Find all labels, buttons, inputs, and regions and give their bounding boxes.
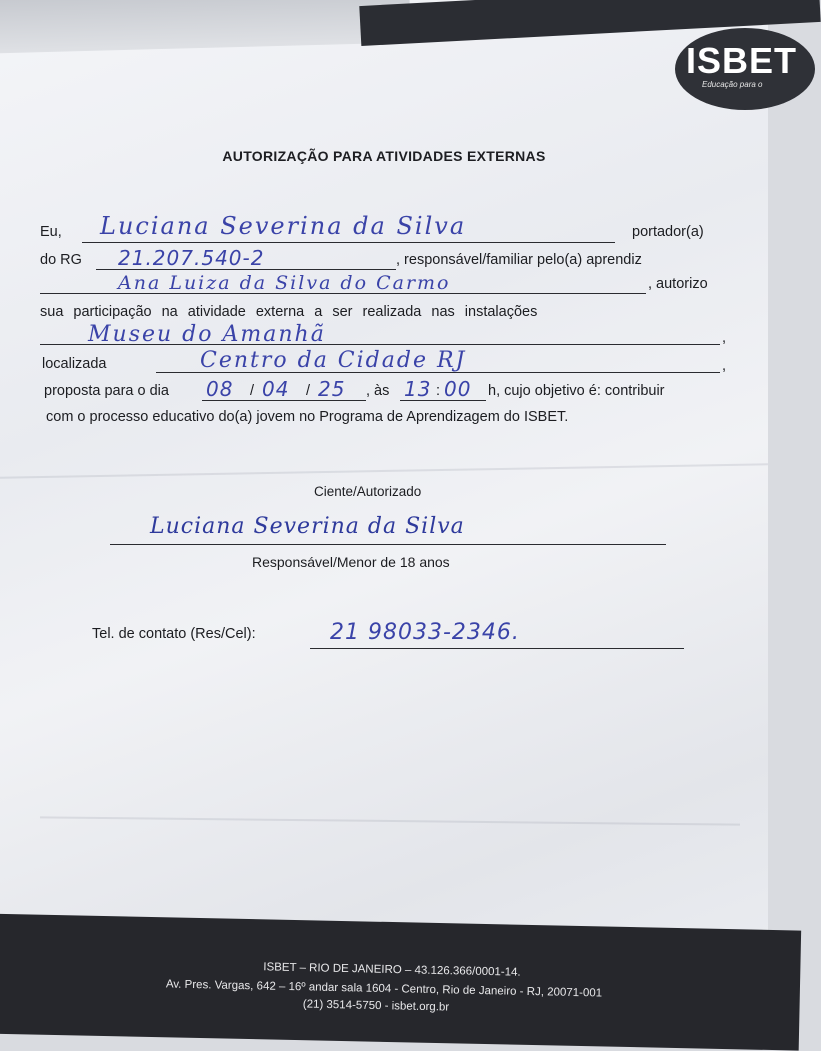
top-shadow	[0, 0, 411, 53]
name-line	[82, 242, 615, 243]
eu-label: Eu,	[40, 224, 62, 240]
footer-company: ISBET – RIO DE JANEIRO – 43.126.366/0001-14.	[263, 961, 521, 979]
logo-name: ISBET	[686, 40, 798, 81]
portador-label: portador(a)	[632, 224, 704, 240]
handwritten-year: 25	[318, 377, 346, 401]
handwritten-rg: 21.207.540-2	[118, 246, 265, 270]
tel-label: Tel. de contato (Res/Cel):	[92, 626, 256, 642]
responsavel-menor-label: Responsável/Menor de 18 anos	[252, 554, 450, 570]
as-label: , às	[366, 383, 390, 399]
objetivo-label: h, cujo objetivo é: contribuir	[488, 383, 665, 399]
comma: ,	[722, 358, 727, 374]
handwritten-day: 08	[206, 377, 234, 401]
handwritten-hour: 13	[404, 377, 432, 401]
handwritten-instalacoes: Museu do Amanhã	[88, 322, 326, 347]
page-title: AUTORIZAÇÃO PARA ATIVIDADES EXTERNAS	[222, 148, 546, 164]
participacao-text: sua participação na atividade externa a ser realizada nas instalações	[40, 304, 538, 320]
localizada-label: localizada	[42, 356, 107, 372]
paper-crease	[40, 816, 740, 825]
paper-crease	[0, 463, 768, 478]
ciente-label: Ciente/Autorizado	[314, 484, 422, 499]
signature: Luciana Severina da Silva	[150, 514, 465, 539]
handwritten-phone: 21 98033-2346.	[330, 620, 520, 645]
rg-label: do RG	[40, 252, 82, 268]
tel-line	[310, 648, 684, 649]
time-separator: :	[436, 383, 441, 399]
footer-contact: (21) 3514-5750 - isbet.org.br	[302, 998, 450, 1014]
footer-address: Av. Pres. Vargas, 642 – 16º andar sala 1604 - Centro, Rio de Janeiro - RJ, 20071-001	[165, 978, 603, 1000]
autorizo-label: , autorizo	[648, 276, 708, 292]
handwritten-localizada: Centro da Cidade RJ	[200, 348, 467, 373]
handwritten-month: 04	[262, 377, 290, 401]
comma: ,	[722, 330, 727, 346]
date-separator: /	[250, 383, 255, 399]
logo-tagline: Educação para o	[702, 80, 763, 89]
handwritten-aprendiz: Ana Luiza da Silva do Carmo	[118, 272, 451, 294]
proposta-label: proposta para o dia	[44, 383, 169, 399]
responsavel-label: , responsável/familiar pelo(a) aprendiz	[396, 252, 642, 268]
handwritten-name: Luciana Severina da Silva	[100, 212, 467, 240]
handwritten-minute: 00	[444, 377, 472, 401]
date-separator: /	[306, 383, 311, 399]
signature-line	[110, 544, 666, 545]
final-sentence: com o processo educativo do(a) jovem no Programa de Aprendizagem do ISBET.	[46, 409, 569, 425]
